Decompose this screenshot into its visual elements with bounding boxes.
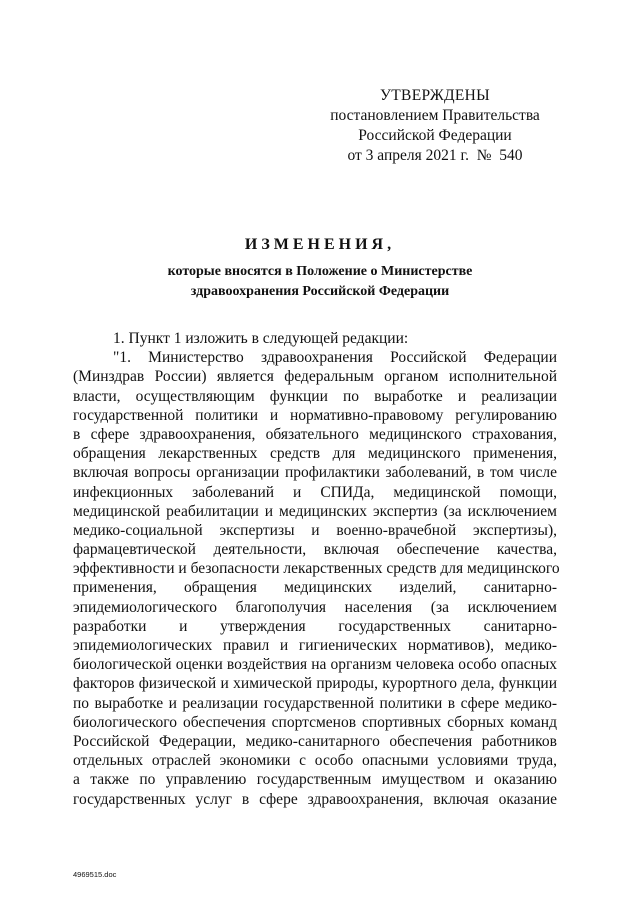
body-line: в сфере здравоохранения, обязательного медицинского страхования, xyxy=(73,425,557,443)
body-line: эффективности и безопасности лекарственных средств для медицинского xyxy=(73,560,560,578)
body-line: медико-социальной экспертизы и военно-врачебной экспертизы), xyxy=(73,521,557,539)
body-line: медицинской реабилитации и медицинских экспертиз (за исключением xyxy=(73,502,557,520)
approval-date-line: от 3 апреля 2021 г. № 540 xyxy=(347,147,523,164)
body-line: обращения лекарственных средств для медицинского применения, xyxy=(73,445,557,463)
approval-heading: УТВЕРЖДЕНЫ xyxy=(380,87,490,104)
body-line: а также по управлению государственным имуществом и оказанию xyxy=(73,771,557,789)
body-line: по выработке и реализации государственной политики в сфере медико- xyxy=(73,694,557,712)
body-line: государственных услуг в сфере здравоохранения, включая оказание xyxy=(73,790,557,808)
approval-line: Российской Федерации xyxy=(358,127,512,144)
document-subtitle xyxy=(100,262,540,302)
approval-line: постановлением Правительства xyxy=(330,107,540,124)
body-line: биологической оценки воздействия на организм человека особо опасных xyxy=(73,656,557,674)
body-line: включая вопросы организации профилактики заболеваний, в том числе xyxy=(73,464,557,482)
body-line: инфекционных заболеваний и СПИДа, медицинской помощи, xyxy=(73,483,557,501)
body-line: 1. Пункт 1 изложить в следующей редакции: xyxy=(113,330,409,347)
body-line: Российской Федерации, медико-санитарного обеспечения работников xyxy=(73,732,557,750)
subtitle-line: здравоохранения Российской Федерации xyxy=(190,284,450,299)
subtitle-line: которые вносятся в Положение о Министерстве xyxy=(167,264,473,279)
body-line: отдельных отраслей экономики с особо опасными условиями труда, xyxy=(73,752,557,770)
body-line: (Минздрав России) является федеральным органом исполнительной xyxy=(73,368,557,386)
document-title: ИЗМЕНЕНИЯ, xyxy=(244,236,396,253)
body-line: фармацевтической деятельности, включая обеспечение качества, xyxy=(73,541,557,559)
body-line: "1. Министерство здравоохранения Российской Федерации xyxy=(113,349,557,367)
body-line: эпидемиологических правил и гигиенических нормативов), медико- xyxy=(73,637,557,654)
body-line: факторов физической и химической природы, курортного дела, функции xyxy=(73,675,557,693)
body-text xyxy=(73,329,560,809)
file-reference: 4969515.doc xyxy=(73,870,117,879)
body-line: биологического обеспечения спортсменов спортивных сборных команд xyxy=(73,713,557,731)
approval-block xyxy=(330,86,540,166)
body-line: государственной политики и нормативно-правовому регулированию xyxy=(73,406,557,424)
body-line: эпидемиологического благополучия населения (за исключением xyxy=(73,598,557,616)
body-line: власти, осуществляющим функции по выработке и реализации xyxy=(73,387,557,405)
body-line: применения, обращения медицинских изделий, санитарно- xyxy=(73,579,557,597)
body-line: разработки и утверждения государственных санитарно- xyxy=(73,617,557,635)
